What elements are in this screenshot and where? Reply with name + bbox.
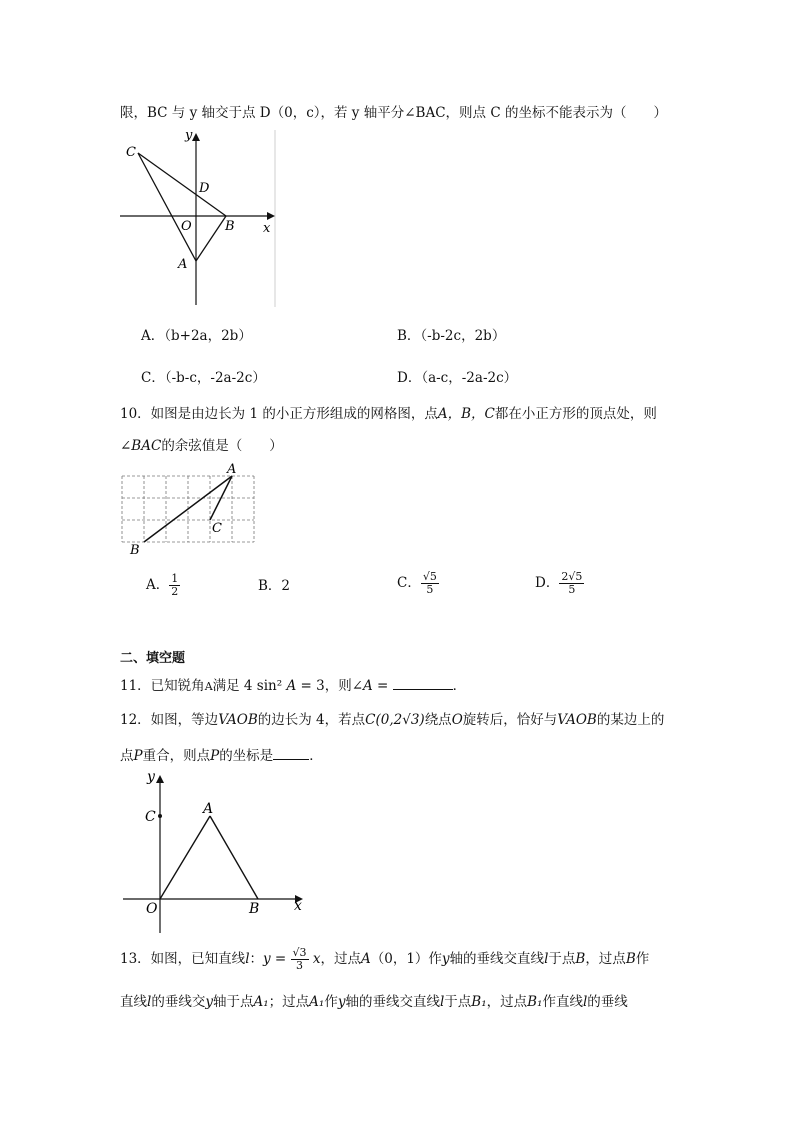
q13-text-l: ；过点 [268,994,310,1010]
q9-label-B: B [225,219,235,234]
q9-label-x: x [263,221,271,236]
q10-option-a-frac [169,573,180,598]
q11-eq: = [372,678,393,694]
q12-text-a: 12．如图，等边 [120,712,219,728]
q9-option-c[interactable]: C．（-b-c，-2a-2c） [141,370,266,386]
q13-a: A [360,951,371,967]
q11-answer-blank[interactable] [393,677,453,690]
q11-line [120,677,466,696]
q10-a-num: 1 [171,572,179,585]
q10-d-den: 5 [568,583,576,596]
section-title: 二、填空题 [120,651,186,666]
q10-label-B: B [130,543,140,558]
q13-l5: l [582,994,588,1010]
q13-text-o: 于点 [444,994,472,1010]
q13-text-h: 作 [635,951,650,967]
q10-option-c[interactable] [397,571,439,596]
q12-tri: VAOB [218,712,258,728]
q13-text-n: 轴的垂线交直线 [345,994,440,1010]
q11-var2: A [286,678,297,694]
q11-end: ． [452,678,467,694]
q13-frac-num: √3 [292,946,307,959]
q10-c-den: 5 [426,583,434,596]
q13-a1: A₁ [253,994,269,1010]
q13-frac [291,947,309,972]
q13-b1b: B₁ [527,994,543,1010]
q10-points: A，B，C [437,406,495,422]
q10-option-a[interactable] [146,573,180,598]
q12-end: ． [309,748,323,764]
q12-line2 [120,747,323,765]
q13-l3: l [147,994,152,1010]
q9-option-b[interactable]: B．（-b-2c，2b） [397,328,506,344]
q13-text-d: （0，1）作 [370,951,442,967]
q12-figure [115,765,310,935]
q13-l2: l [544,951,549,967]
q11-text-c: = 3，则∠ [296,678,364,694]
q12-o: O [451,712,463,728]
q10-option-c-label: C． [397,575,421,591]
q12-line1 [120,711,664,729]
q9-label-A: A [178,257,188,272]
y-arrow-icon [192,133,200,141]
q10-c-num: √5 [422,570,437,583]
q13-text-f: 于点 [548,951,576,967]
q12-text-e: 的某边上的 [596,712,665,728]
q12-label-x: x [294,898,302,914]
q9-label-y: y [185,128,193,143]
q12-text-h: 的坐标是 [219,748,274,764]
q9-label-C: C [126,145,136,160]
q13-a1b: A₁ [309,994,325,1010]
q10-grid-figure [118,460,258,560]
q13-line1 [120,945,649,973]
q10-angle: ∠BAC [120,438,162,454]
q13-b: B [575,951,586,967]
q12-label-A: A [203,801,214,817]
q9-label-O: O [181,219,192,234]
q12-tri2: VAOB [557,712,597,728]
q12-p: P [133,748,143,764]
q10-option-c-frac [421,571,439,596]
q9-option-d[interactable]: D．（a-c，-2a-2c） [397,370,518,386]
q11-text-a: 11．已知锐角 [120,678,205,694]
q10-line1 [120,405,657,423]
q13-text-r: 的垂线 [587,994,628,1010]
q10-d-num: 2√5 [561,570,583,583]
q13-x: x [312,951,321,967]
q13-line2 [120,993,628,1011]
q10-a-den: 2 [171,585,179,598]
q10-option-d-label: D． [535,575,560,591]
q10-option-b[interactable]: B．2 [258,578,291,594]
q10-option-a-label: A． [146,577,170,593]
q13-b1: B₁ [471,994,487,1010]
q13-text-p: ，过点 [486,994,528,1010]
q12-point-c: C(0,2√3) [365,712,425,728]
q13-l: l [245,951,250,967]
q12-p2: P [210,748,220,764]
q10-text-a: 10．如图是由边长为 1 的小正方形组成的网格图，点 [120,406,438,422]
q11-var3: A [363,678,373,694]
q9-figure [112,125,282,310]
q13-y3: y [337,994,346,1010]
q12-label-B: B [249,901,260,917]
q12-answer-blank[interactable] [273,747,309,760]
q10-label-A: A [227,462,237,477]
q13-text-c: ，过点 [320,951,361,967]
q13-text-b: ： [249,951,264,967]
q9-option-a[interactable]: A．（b+2a，2b） [141,328,252,344]
q11-text-b: 满足 4 sin² [212,678,287,694]
q10-option-d-frac [559,571,584,596]
q12-text-f: 点 [120,748,134,764]
q13-y: y [441,951,450,967]
q13-y2: y [205,994,213,1010]
q13-text-q: 作直线 [542,994,583,1010]
q12-label-O: O [146,901,158,917]
point-c-dot [158,814,162,818]
q12-label-y: y [147,769,155,785]
q9-stem: 限，BC 与 y 轴交于点 D（0，c），若 y 轴平分∠BAC，则点 C 的坐标不能表示为（ ） [120,105,667,121]
q13-text-k: 轴于点 [212,994,254,1010]
q13-text-e: 轴的垂线交直线 [449,951,545,967]
q12-text-c: 绕点 [424,712,452,728]
q12-text-d: 旋转后，恰好与 [462,712,558,728]
x-arrow-icon [267,212,275,220]
q10-text-c: 的余弦值是（ ） [161,438,283,454]
q10-label-C: C [212,521,222,536]
q13-text-g: ，过点 [585,951,626,967]
q13-l4: l [439,994,445,1010]
q10-option-d[interactable] [535,571,584,596]
q13-text-m: 作 [324,994,338,1010]
q12-text-g: 重合，则点 [142,748,211,764]
q10-text-b: 都在小正方形的顶点处，则 [494,406,657,422]
q9-label-D: D [199,181,210,196]
q13-text-i: 直线 [120,994,147,1010]
q13-text-a: 13．如图，已知直线 [120,951,246,967]
q10-line2 [120,437,283,455]
q13-frac-den: 3 [296,959,304,972]
q13-b2: B [625,951,636,967]
q12-text-b: 的边长为 4，若点 [257,712,366,728]
q11-var: A [204,680,213,693]
y-arrow-icon [156,775,164,783]
q12-label-C: C [145,809,156,825]
q13-yeq: y = [263,951,287,967]
q13-text-j: 的垂线交 [151,994,206,1010]
